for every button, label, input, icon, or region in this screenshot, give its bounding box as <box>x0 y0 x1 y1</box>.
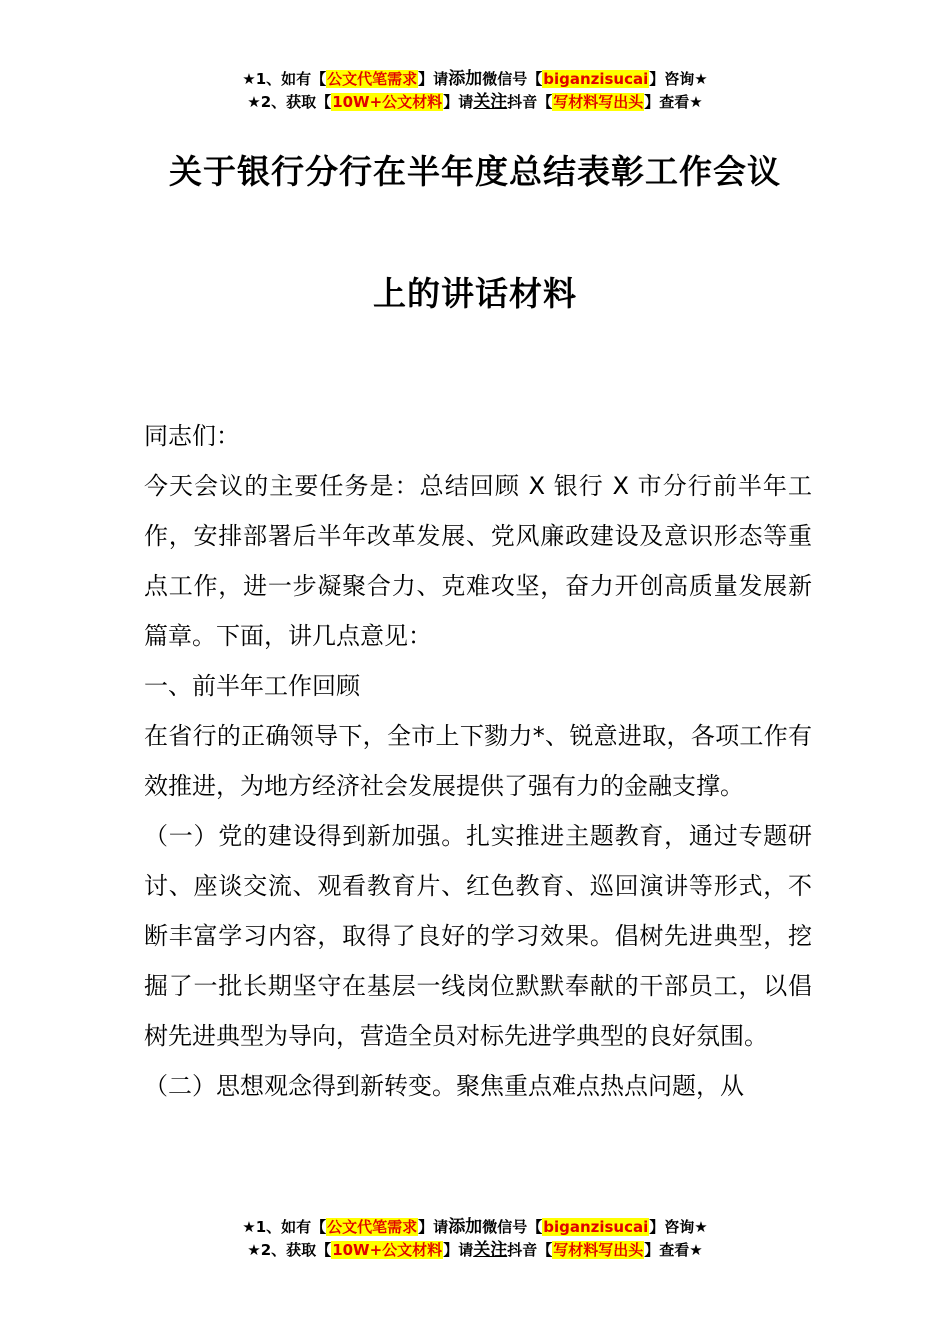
document-body <box>144 411 812 1111</box>
banner-text: ★2、获取【 <box>247 1241 332 1259</box>
banner-text: 抖音【 <box>507 93 553 111</box>
banner-line-1 <box>0 1216 950 1239</box>
salutation: 同志们： <box>144 422 240 450</box>
banner-text-emphasis: 添加 <box>448 69 483 89</box>
banner-text: ★1、如有【 <box>242 70 327 88</box>
banner-text: 】咨询★ <box>649 1218 708 1236</box>
banner-text: 】查看★ <box>644 93 703 111</box>
document-title-line-1: 关于银行分行在半年度总结表彰工作会议 <box>169 152 781 191</box>
banner-text: 】请 <box>443 93 474 111</box>
banner-text-emphasis: 添加 <box>448 1217 483 1237</box>
banner-line-2 <box>0 91 950 114</box>
highlight-materials: 10W+公文材料 <box>332 1241 443 1259</box>
paragraph: 在省行的正确领导下，全市上下勠力*、锐意进取，各项工作有效推进，为地方经济社会发展提供了强有力的金融支撑。 <box>144 722 812 800</box>
banner-text: ★1、如有【 <box>242 1218 327 1236</box>
banner-text: 】查看★ <box>644 1241 703 1259</box>
banner-text: 】咨询★ <box>649 70 708 88</box>
banner-text: 抖音【 <box>507 1241 553 1259</box>
paragraph: 今天会议的主要任务是：总结回顾 X 银行 X 市分行前半年工作，安排部署后半年改革发展、党风廉政建设及意识形态等重点工作，进一步凝聚合力、克难攻坚，奋力开创高质量发展新篇章。下面，讲几点意见： <box>144 472 812 650</box>
banner-text: 】请 <box>443 1241 474 1259</box>
banner-text: 】请 <box>418 1218 449 1236</box>
section-heading: 一、前半年工作回顾 <box>144 672 360 700</box>
highlight-wechat-id: biganzisucai <box>543 1218 649 1236</box>
banner-text-emphasis: 关注 <box>473 92 508 112</box>
highlight-service: 公文代笔需求 <box>327 1218 418 1236</box>
banner-text: 】请 <box>418 70 449 88</box>
banner-text: ★2、获取【 <box>247 93 332 111</box>
banner-text: 微信号【 <box>482 70 543 88</box>
highlight-materials: 10W+公文材料 <box>332 93 443 111</box>
paragraph: （一）党的建设得到新加强。扎实推进主题教育，通过专题研讨、座谈交流、观看教育片、红色教育、巡回演讲等形式，不断丰富学习内容，取得了良好的学习效果。倡树先进典型，挖掘了一批长期坚守在基层一线岗位默默奉献的干部员工，以倡树先进典型为导向，营造全员对标先进学典型的良好氛围。 <box>144 822 812 1050</box>
highlight-service: 公文代笔需求 <box>327 70 418 88</box>
paragraph: （二）思想观念得到新转变。聚焦重点难点热点问题，从 <box>144 1072 744 1100</box>
highlight-douyin-account: 写材料写出头 <box>553 93 644 111</box>
banner-line-2 <box>0 1239 950 1262</box>
document-title-line-2: 上的讲话材料 <box>373 274 577 313</box>
header-banner <box>0 68 950 114</box>
highlight-douyin-account: 写材料写出头 <box>553 1241 644 1259</box>
banner-text-emphasis: 关注 <box>473 1240 508 1260</box>
banner-text: 微信号【 <box>482 1218 543 1236</box>
banner-line-1 <box>0 68 950 91</box>
footer-banner <box>0 1216 950 1262</box>
highlight-wechat-id: biganzisucai <box>543 70 649 88</box>
